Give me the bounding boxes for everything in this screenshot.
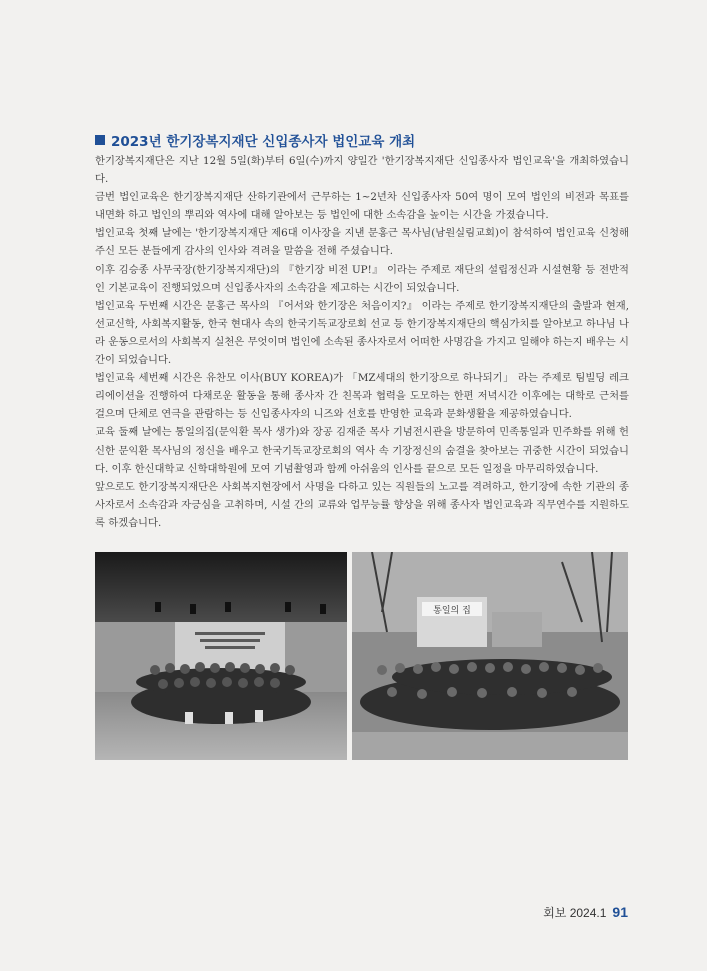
paragraph: 교육 둘째 날에는 통일의집(문익환 목사 생가)와 장공 김재준 목사 기념전시관을 방문하여 민족통일과 민주화를 위해 헌신한 문익환 목사님의 정신을 배우고 한국기독교장로회의 역사 속 기장정신의 숨결을 찾아보는 귀중한 시간이 되었습니다. 이후 한신대학교 신학대학원에 모여 기념촬영과 함께 아쉬움의 인사를 끝으로 모든 일정을 마무리하였습니다. <box>95 426 629 475</box>
paragraph: 법인교육 첫째 날에는 '한기장복지재단 제6대 이사장을 지낸 문홍근 목사님(남원실림교회)이 참석하여 법인교육 신청해주신 모든 분들에게 감사의 인사와 격려을 말씀을 전해 주셨습니다. <box>95 227 629 258</box>
section-heading <box>95 130 415 150</box>
paragraph: 한기장복지재단은 지난 12월 5일(화)부터 6일(수)까지 양일간 '한기장복지재단 신입종사자 법인교육'을 개최하였습니다. <box>95 155 629 186</box>
paragraph: 앞으로도 한기장복지재단은 사회복지현장에서 사명을 다하고 있는 직원들의 노고를 격려하고, 한기장에 속한 기관의 종사자로서 소속감과 자긍심을 고취하며, 시설 간의 교류와 업무능률 향상을 위해 종사자 법인교육과 직무연수를 지원하도록 하겠습니다. <box>95 480 629 529</box>
paragraph: 법인교육 두번째 시간은 문홍근 목사의 『어서와 한기장은 처음이지?』 이라는 주제로 한기장복지재단의 출발과 현재, 선교신학, 사회복지활동, 한국 현대사 속의 한국기독교장로회 선교 등 한기장복지재단의 핵심가치를 알아보고 하나님 나라 운동으로서의 사회복지 실천은 무엇이며 법인에 소속된 종사자로서 어떠한 사명감을 가지고 일해야 하는지 배우는 시간이 되었습니다. <box>95 299 629 367</box>
group-photo-outdoor <box>352 552 628 760</box>
section-title: 2023년 한기장복지재단 신입종사자 법인교육 개최 <box>111 134 416 150</box>
paragraph: 이후 김승종 사무국장(한기장복지재단)의 『한기장 비전 UP!』 이라는 주제로 재단의 설립정신과 시설현황 등 전반적인 기본교육이 진행되었으며 신입종사자의 소속감을 제고하는 시간이 되었습니다. <box>95 263 629 294</box>
paragraph: 법인교육 세번째 시간은 유찬모 이사(BUY KOREA)가 「MZ세대의 한기장으로 하나되기」 라는 주제로 팀빌딩 레크리에이션을 진행하여 다채로운 활동을 통해 종사자 간 친목과 협력을 도모하는 한편 저녁시간 이후에는 대학로 근처를 걸으며 단체로 연극을 관람하는 등 신입종사자의 니즈와 선호를 반영한 교육과 문화생활을 제공하였습니다. <box>95 372 629 421</box>
article-body <box>95 152 629 532</box>
paragraph: 금번 법인교육은 한기장복지재단 산하기관에서 근무하는 1~2년차 신입종사자 50여 명이 모여 법인의 비전과 목표를 내면화 하고 법인의 뿌리와 역사에 대해 알아보는 등 법인에 대한 소속감을 높이는 시간을 가졌습니다. <box>95 191 629 222</box>
sign-text: 통일의 집 <box>433 606 471 616</box>
group-photo-indoor <box>95 552 347 760</box>
page-footer <box>543 904 628 921</box>
publication-label: 회보 2024.1 <box>543 906 607 920</box>
page-number: 91 <box>612 904 628 920</box>
square-bullet-icon <box>95 135 105 145</box>
